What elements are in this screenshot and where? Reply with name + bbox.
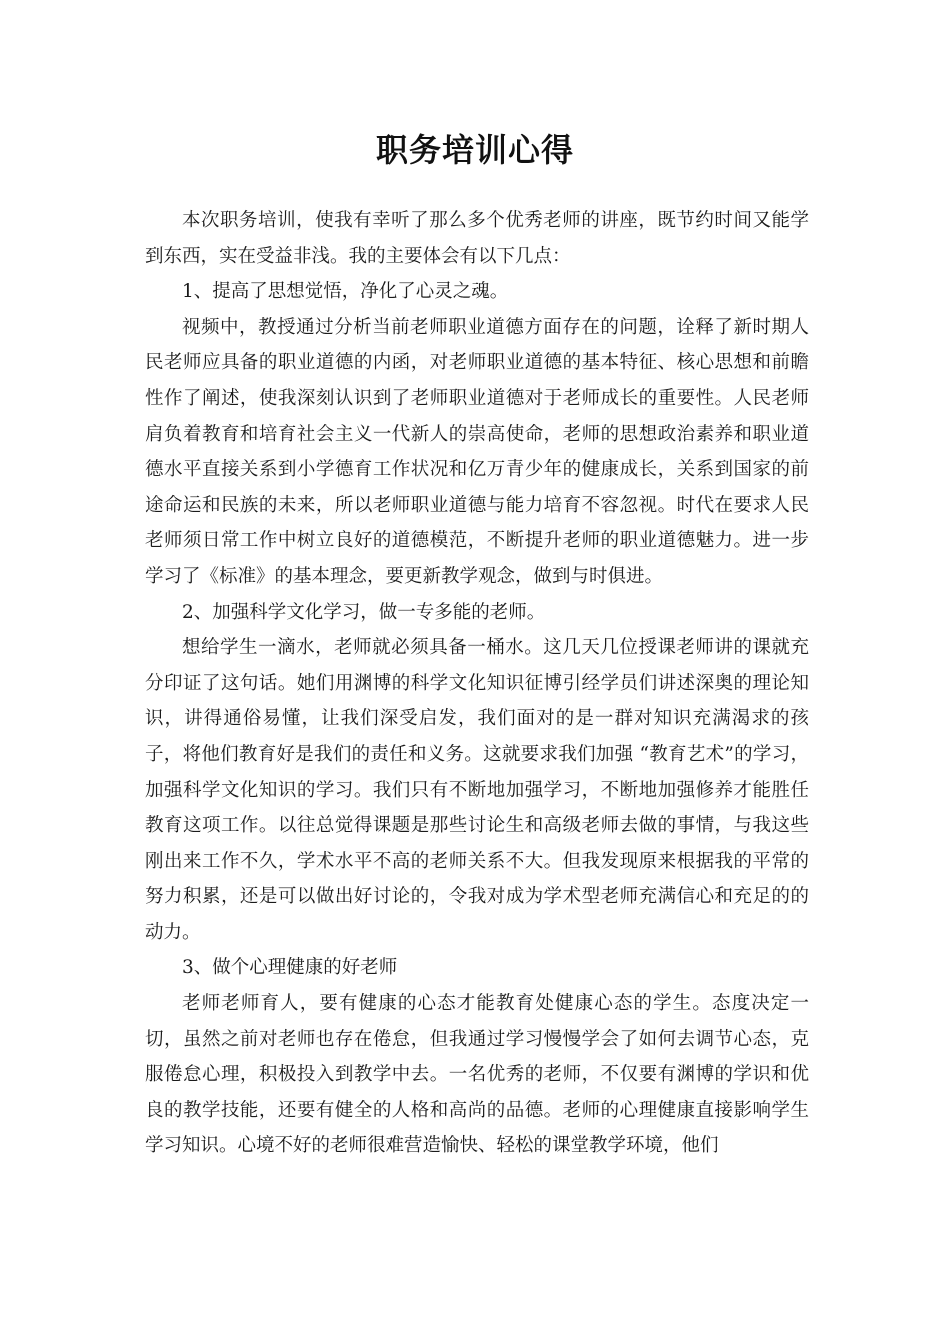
paragraph-intro: 本次职务培训，使我有幸听了那么多个优秀老师的讲座，既节约时间又能学到东西，实在受益非浅。我的主要体会有以下几点： (145, 210, 809, 267)
document-title: 职务培训心得 (375, 131, 574, 169)
paragraph-section-3: 老师老师育人，要有健康的心态才能教育处健康心态的学生。态度决定一切，虽然之前对老师也存在倦怠，但我通过学习慢慢学会了如何去调节心态，克服倦怠心理，积极投入到教学中去。一名优秀的老师，不仅要有渊博的学识和优良的教学技能，还要有健全的人格和高尚的品德。老师的心理健康直接影响学生学习知识。心境不好的老师很难营造愉快、轻松的课堂教学环境，他们 (145, 993, 809, 1157)
paragraph-heading-1: 1、提高了思想觉悟，净化了心灵之魂。 (182, 281, 509, 303)
paragraph-section-2: 想给学生一滴水，老师就必须具备一桶水。这几天几位授课老师讲的课就充分印证了这句话。她们用渊博的科学文化知识征博引经学员们讲述深奥的理论知识，讲得通俗易懂，让我们深受启发，我们面对的是一群对知识充满渴求的孩子，将他们教育好是我们的责任和义务。这就要求我们加强 “教育艺术”的学习，加强科学文化知识的学习。我们只有不断地加强学习，不断地加强修养才能胜任教育这项工作。以往总觉得课题是那些讨论生和高级老师去做的事情，与我这些刚出来工作不久，学术水平不高的老师关系不大。但我发现原来根据我的平常的努力积累，还是可以做出好讨论的，令我对成为学术型老师充满信心和充足的的动力。 (145, 637, 809, 943)
document-body (145, 203, 809, 1164)
paragraph-section-1: 视频中，教授通过分析当前老师职业道德方面存在的问题，诠释了新时期人民老师应具备的职业道德的内函，对老师职业道德的基本特征、核心思想和前瞻性作了阐述，使我深刻认识到了老师职业道德对于老师成长的重要性。人民老师肩负着教育和培育社会主义一代新人的崇高使命，老师的思想政治素养和职业道德水平直接关系到小学德育工作状况和亿万青少年的健康成长，关系到国家的前途命运和民族的未来，所以老师职业道德与能力培育不容忽视。时代在要求人民老师须日常工作中树立良好的道德模范，不断提升老师的职业道德魅力。进一步学习了《标准》的基本理念，要更新教学观念，做到与时俱进。 (145, 316, 809, 587)
paragraph-heading-3: 3、做个心理健康的好老师 (182, 957, 398, 979)
paragraph-heading-2: 2、加强科学文化学习，做一专多能的老师。 (182, 601, 546, 623)
